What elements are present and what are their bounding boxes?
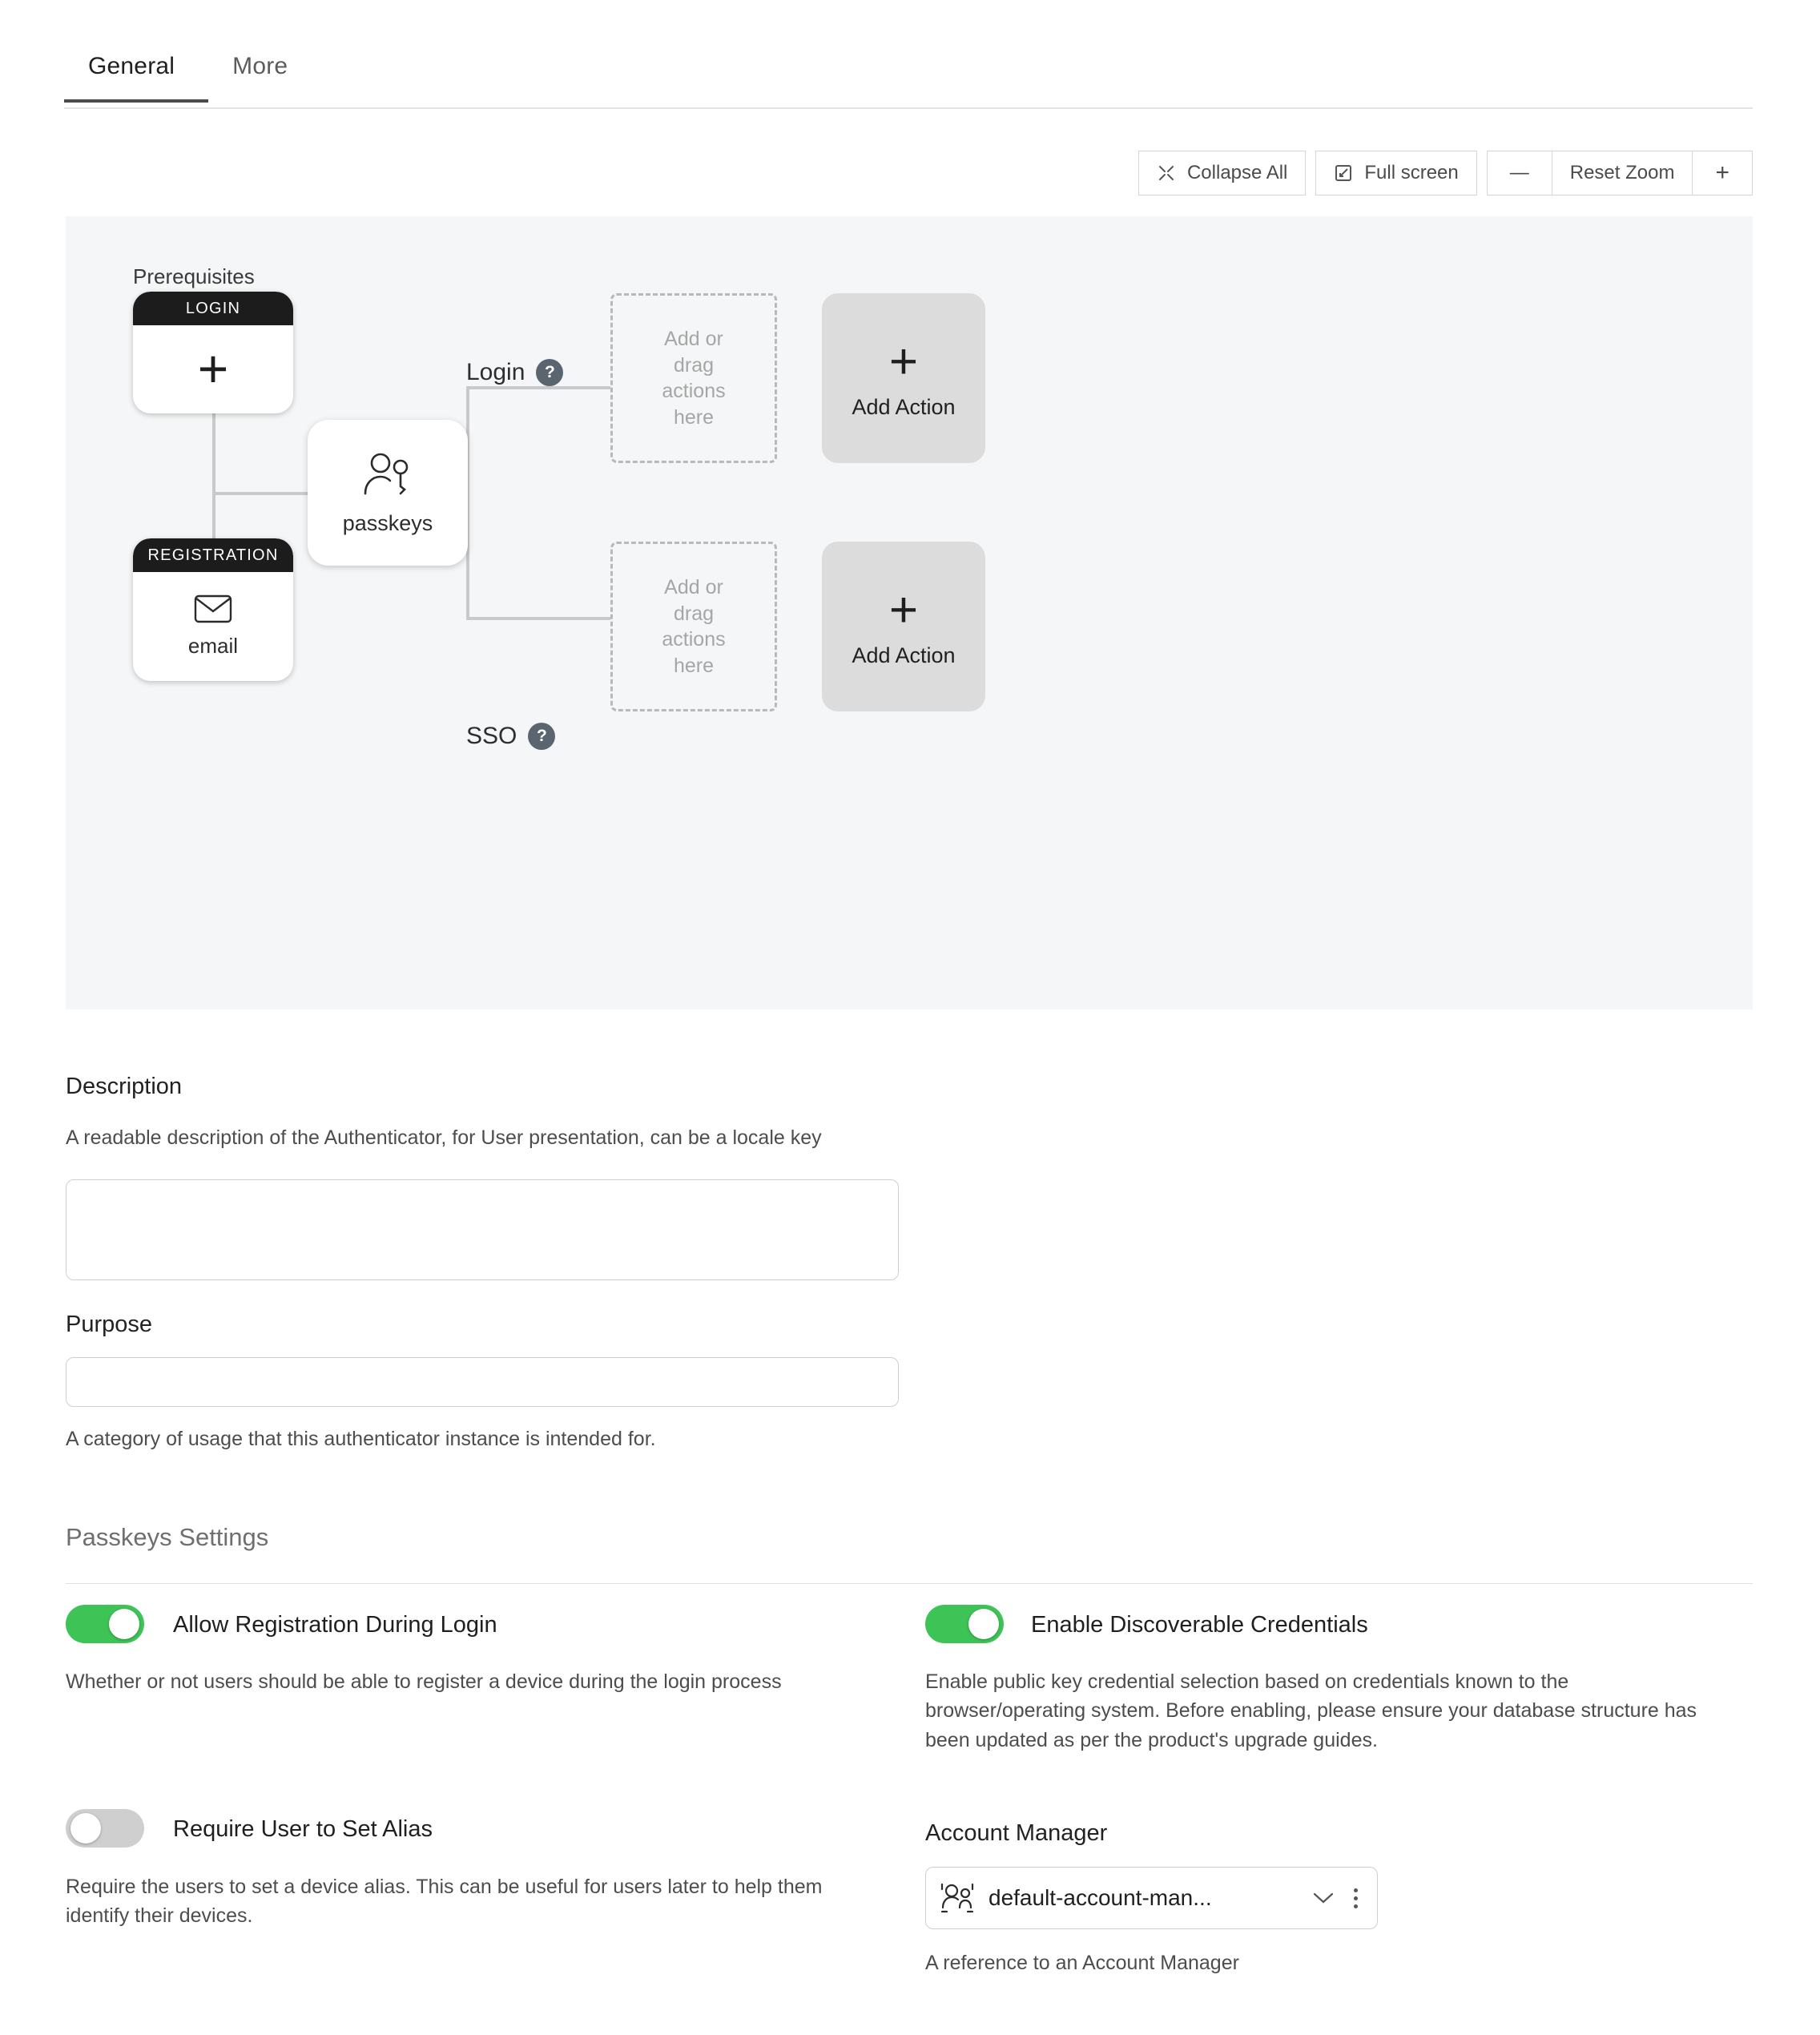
login-node-body[interactable]: [133, 325, 293, 412]
dropzone-sso-text: Add or drag actions here: [662, 576, 726, 677]
collapse-all-button[interactable]: [1138, 151, 1306, 195]
allow-registration-toggle[interactable]: [66, 1605, 144, 1643]
flow-canvas[interactable]: [66, 216, 1753, 1009]
connector-login-branch: [466, 386, 610, 389]
account-manager-icon: [940, 1883, 974, 1913]
add-action-button-bottom[interactable]: [822, 542, 985, 711]
account-manager-label: Account Manager: [925, 1820, 1108, 1846]
sso-branch-label-group: [466, 723, 555, 750]
help-icon[interactable]: ?: [528, 723, 555, 750]
add-action-top-label: Add Action: [852, 394, 956, 419]
login-branch-label-group: [466, 359, 563, 386]
tab-more[interactable]: More: [232, 53, 288, 79]
require-alias-toggle[interactable]: [66, 1809, 144, 1848]
description-label: Description: [66, 1074, 183, 1099]
full-screen-button[interactable]: [1315, 151, 1476, 195]
passkeys-settings-title: Passkeys Settings: [66, 1523, 269, 1551]
tab-bar: [64, 46, 1753, 109]
section-divider: [66, 1583, 1753, 1584]
collapse-all-label: Collapse All: [1186, 162, 1288, 183]
chevron-down-icon[interactable]: [1312, 1891, 1335, 1905]
account-manager-more-icon[interactable]: [1349, 1888, 1363, 1908]
plus-icon: +: [888, 333, 919, 389]
allow-registration-label: Allow Registration During Login: [173, 1612, 497, 1638]
dropzone-login-text: Add or drag actions here: [662, 328, 726, 429]
zoom-out-button[interactable]: —: [1487, 151, 1552, 195]
plus-icon: +: [888, 582, 919, 638]
purpose-input-wrapper[interactable]: [66, 1357, 899, 1407]
registration-node-header: REGISTRATION: [133, 538, 293, 572]
purpose-input[interactable]: [66, 1358, 898, 1406]
login-branch-label: Login: [466, 359, 525, 385]
full-screen-label: Full screen: [1364, 162, 1459, 183]
connector-login-down: [212, 412, 215, 492]
discoverable-credentials-help: Enable public key credential selection based on credentials known to the browser/operating system. Before enabling, please ensure your database structure has been updated as per the product's upgrade guides.: [925, 1670, 1697, 1751]
purpose-label: Purpose: [66, 1312, 153, 1337]
dropzone-login[interactable]: [610, 293, 777, 463]
allow-registration-help: Whether or not users should be able to register a device during the login process: [66, 1670, 782, 1693]
require-alias-label: Require User to Set Alias: [173, 1816, 433, 1842]
collapse-icon: [1157, 163, 1176, 183]
passkeys-node[interactable]: [308, 420, 468, 566]
require-alias-help: Require the users to set a device alias. This can be useful for users later to help them identify their devices.: [66, 1876, 823, 1928]
dropzone-sso[interactable]: [610, 542, 777, 711]
registration-node-label: email: [187, 633, 239, 658]
reset-zoom-button[interactable]: Reset Zoom: [1552, 151, 1693, 195]
connector-to-passkeys: [212, 492, 308, 495]
toggle-knob: [109, 1609, 139, 1639]
description-input-wrapper[interactable]: [66, 1179, 899, 1280]
passkeys-node-label: passkeys: [342, 510, 433, 535]
registration-node-body[interactable]: [133, 572, 293, 679]
login-node-header: LOGIN: [133, 292, 293, 325]
full-screen-icon: [1334, 163, 1353, 183]
account-manager-help: A reference to an Account Manager: [925, 1952, 1239, 1974]
account-manager-value: default-account-man...: [989, 1885, 1212, 1910]
tab-general[interactable]: General: [64, 46, 208, 101]
sso-branch-label: SSO: [466, 723, 517, 749]
registration-node[interactable]: [133, 538, 293, 681]
toggle-knob: [70, 1813, 101, 1844]
toggle-knob: [968, 1609, 999, 1639]
prerequisites-label: Prerequisites: [133, 264, 255, 288]
plus-icon: +: [197, 339, 229, 398]
login-node[interactable]: [133, 292, 293, 413]
add-action-button-top[interactable]: [822, 293, 985, 463]
zoom-controls: [1487, 151, 1753, 195]
envelope-icon: [194, 594, 232, 624]
connector-sso-branch: [466, 617, 610, 620]
account-manager-select[interactable]: [925, 1867, 1378, 1929]
discoverable-credentials-label: Enable Discoverable Credentials: [1031, 1612, 1368, 1638]
add-action-bottom-label: Add Action: [852, 643, 956, 667]
help-icon[interactable]: ?: [536, 359, 563, 386]
canvas-toolbar: [1138, 151, 1753, 195]
purpose-help-text: A category of usage that this authenticator instance is intended for.: [66, 1428, 656, 1450]
zoom-in-button[interactable]: +: [1692, 151, 1753, 195]
passkey-user-icon: [361, 450, 414, 500]
description-input[interactable]: [66, 1180, 898, 1279]
discoverable-credentials-toggle[interactable]: [925, 1605, 1004, 1643]
description-help-text: A readable description of the Authenticator, for User presentation, can be a locale key: [66, 1126, 822, 1149]
